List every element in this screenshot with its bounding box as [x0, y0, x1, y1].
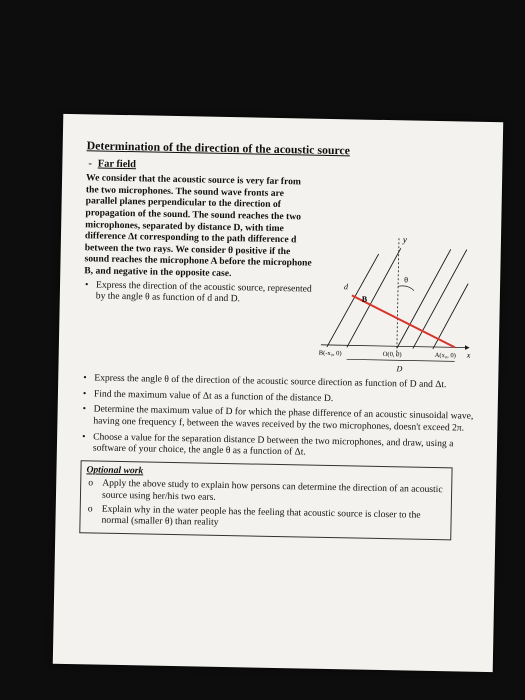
section-dash: -: [88, 157, 92, 169]
label-b-coord: B(-x₀, 0): [318, 349, 342, 358]
section-label: Far field: [97, 158, 137, 170]
optional-work-box: [79, 460, 452, 540]
question-item: • Determine the maximum value of D for which the phase difference of an acoustic sinusoidal wave, having one frequency f, between the waves received by the two microphones, doesn't exceed 2π.: [93, 404, 477, 435]
optional-item: o Apply the above study to explain how persons can determine the direction of an acoustic source using her/his two ears.: [102, 478, 446, 508]
intro-paragraph: We consider that the acoustic source is very far from the two microphones. The sound wave fronts are parallel planes perpendicular to the direction of propagation of the sound. The sound reaches the two microphones, separated by distance D, with time difference Δt corresponding to the path difference d between the two rays. We consider θ positive if the sound reaches the microphone A before the microphone B, and negative in the opposite case.: [84, 172, 312, 280]
microphone-diagram: [316, 225, 479, 378]
wavefront-line: [397, 248, 451, 349]
question-item: • Choose a value for the separation distance D between the two microphones, and draw, using a software of your choice, the angle θ as a function of Δt.: [93, 431, 477, 462]
intro-block: [82, 172, 316, 374]
label-D: D: [396, 364, 403, 374]
wavefront-line: [327, 253, 379, 348]
theta-arc: [398, 286, 414, 291]
question-item: • Find the maximum value of Δt as a function of the distance D.: [94, 388, 478, 407]
label-theta: θ: [404, 275, 409, 285]
optional-item: o Explain why in the water people has the feeling that acoustic source is closer to the normal (smaller θ) than reality: [101, 503, 445, 533]
document-content: [79, 140, 482, 540]
label-y: y: [402, 234, 408, 245]
x-axis: [321, 345, 469, 348]
wavefront-line: [413, 249, 467, 350]
distance-marker: [347, 359, 455, 361]
intro-row: [82, 172, 482, 378]
page-title: Determination of the direction of the acoustic source: [86, 138, 351, 158]
bullet-item: • Express the direction of the acoustic source, represented by the angle θ as function of d and D.: [96, 279, 314, 306]
label-d: d: [343, 282, 349, 292]
label-o-coord: O(0, 0): [382, 351, 402, 359]
optional-work-heading: Optional work: [86, 464, 144, 477]
label-a-coord: A(x₀, 0): [434, 352, 456, 360]
optional-work-list: [85, 478, 446, 533]
question-item: • Express the angle θ of the direction of the acoustic source direction as function of D and Δt.: [94, 373, 478, 392]
document-page: [53, 114, 503, 672]
intro-bullets: [84, 279, 314, 307]
label-x: x: [466, 350, 471, 360]
label-b: B: [361, 294, 368, 304]
question-list: [81, 372, 478, 461]
